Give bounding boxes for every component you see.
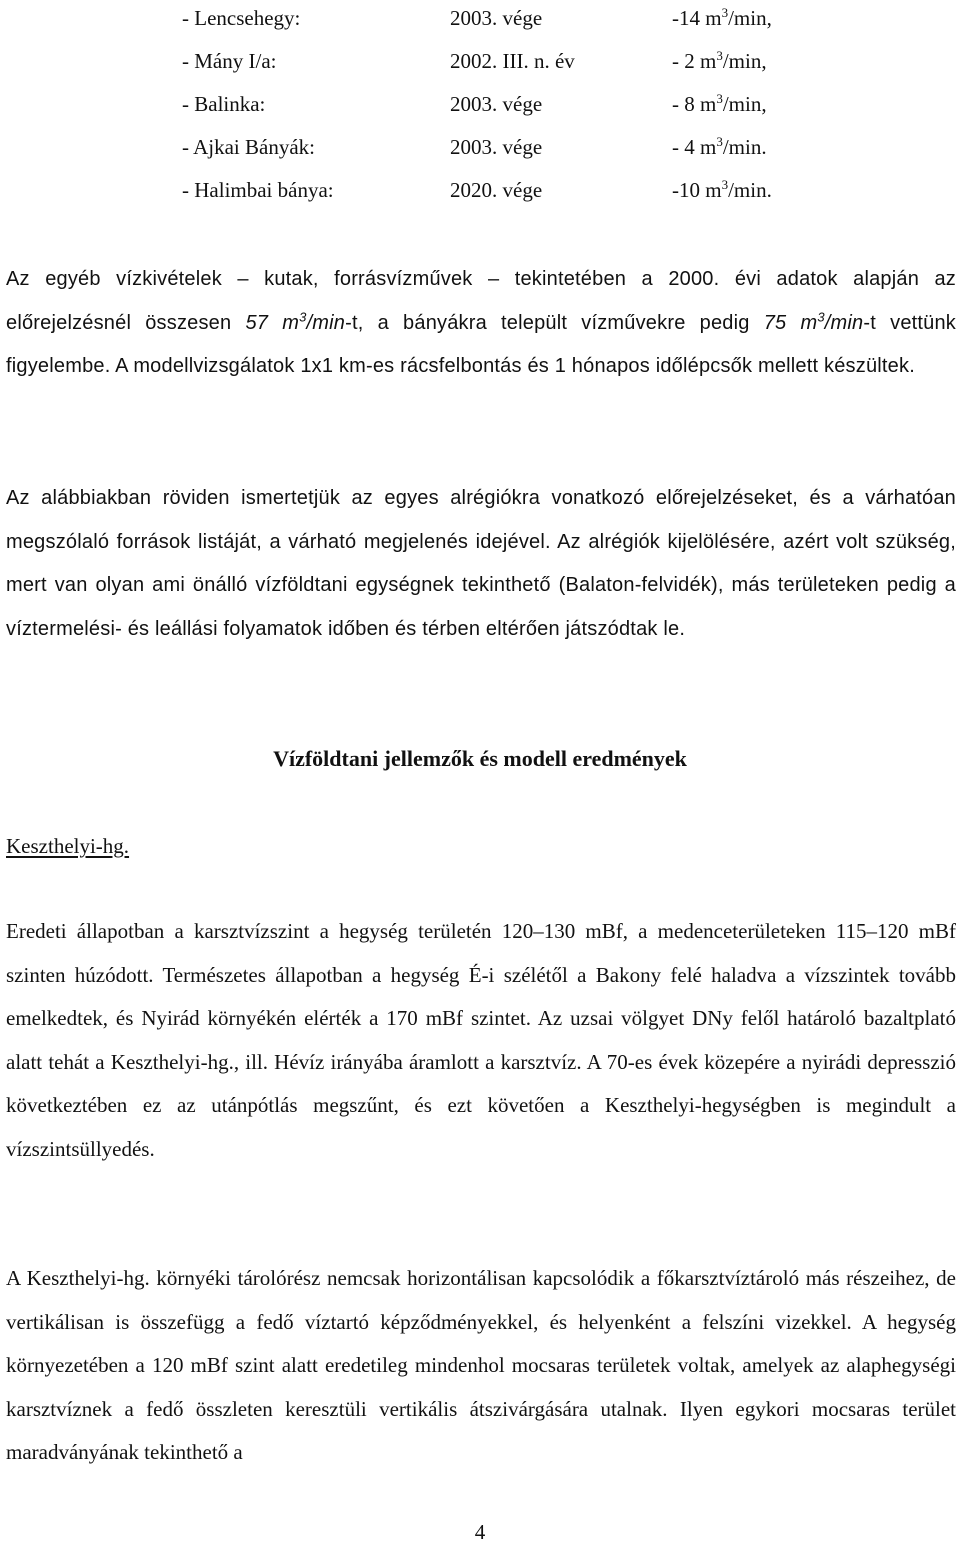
subsection-heading: Keszthelyi-hg. xyxy=(6,834,130,858)
list-item xyxy=(0,3,960,33)
mine-rate: - 8 $m^3/\min$, xyxy=(672,91,767,116)
mine-name: - Ajkai Bányák: xyxy=(182,135,315,159)
mine-date: 2003. vége xyxy=(450,135,543,159)
page-number: 4 xyxy=(474,1520,486,1544)
paragraph-keszthely-storage: A Keszthelyi-hg. környéki tárolórész nemcsak horizontálisan kapcsolódik a főkarsztvíztároló más részeihez, de vertikálisan is összefügg a fedő víztartó képződményekkel, és helyenként a felszíni vizekkel. A hegység környezetében a 120 mBf szint alatt eredetileg mindenhol mocsaras területek voltak, amelyek az alaphegységi karsztvíznek a fedő összleten keresztüli vertikális átszivárgására utalnak. Ilyen egykori mocsaras terület maradványának tekinthető a xyxy=(6,1266,956,1464)
list-item xyxy=(0,89,960,119)
list-item xyxy=(0,132,960,162)
mine-name: - Lencsehegy: xyxy=(182,6,301,30)
mine-rate: -14 $m^3/\min$, xyxy=(672,5,772,30)
mine-name: - Halimbai bánya: xyxy=(182,178,334,202)
mine-date: 2002. III. n. év xyxy=(450,49,575,73)
mine-rate: -10 $m^3/\min$. xyxy=(672,177,772,202)
mine-rate: - 4 $m^3/\min$. xyxy=(672,134,767,159)
list-item xyxy=(0,175,960,205)
water-withdrawal-list xyxy=(0,0,960,210)
paragraph-subregions: Az alábbiakban röviden ismertetjük az egyes alrégiókra vonatkozó előrejelzéseket, és a várhatóan megszólaló források listáját, a várható megjelenés idejével. Az alrégiók kijelölésére, azért volt szükség, mert van olyan ami önálló vízföldtani egységnek tekinthető (Balaton-felvidék), más területeken pedig a víztermelési- és leállási folyamatok időben és térben eltérően játszódtak le. xyxy=(6,487,956,640)
section-heading: Vízföldtani jellemzők és modell eredmények xyxy=(273,746,687,771)
mine-name: - Balinka: xyxy=(182,92,266,116)
mine-date: 2003. vége xyxy=(450,6,543,30)
mine-rate: - 2 $m^3/\min$, xyxy=(672,48,767,73)
list-item xyxy=(0,46,960,76)
mine-name: - Mány I/a: xyxy=(182,49,277,73)
mine-date: 2003. vége xyxy=(450,92,543,116)
paragraph-keszthely-original-state: Eredeti állapotban a karsztvízszint a hegység területén 120–130 mBf, a medenceterületeken 115–120 mBf szinten húzódott. Természetes állapotban a hegység É-i szélétől a Bakony felé haladva a vízszintek tovább emelkedtek, és Nyirád környékén elérték a 170 mBf szintet. Az uzsai völgyet DNy felől határoló bazaltplató alatt tehát a Keszthelyi-hg., ill. Hévíz irányába áramlott a karsztvíz. A 70-es évek közepére a nyirádi depresszió következtében ez az utánpótlás megszűnt, és ezt követően a Keszthelyi-hegységben is megindult a vízszintsüllyedés. xyxy=(6,919,956,1161)
paragraph-other-withdrawals: Az egyéb vízkivételek – kutak, forrásvízművek – tekintetében a 2000. évi adatok alapján az előrejelzésnél összesen 57 $m^3/\min-t$, a bányákra települt vízművekre pedig 75 $m^3/\min-t$ vettünk figyelembe. A modellvizsgálatok 1x1 km-es rácsfelbontás és 1 hónapos időlépcsők mellett készültek. xyxy=(6,268,956,377)
mine-date: 2020. vége xyxy=(450,178,543,202)
